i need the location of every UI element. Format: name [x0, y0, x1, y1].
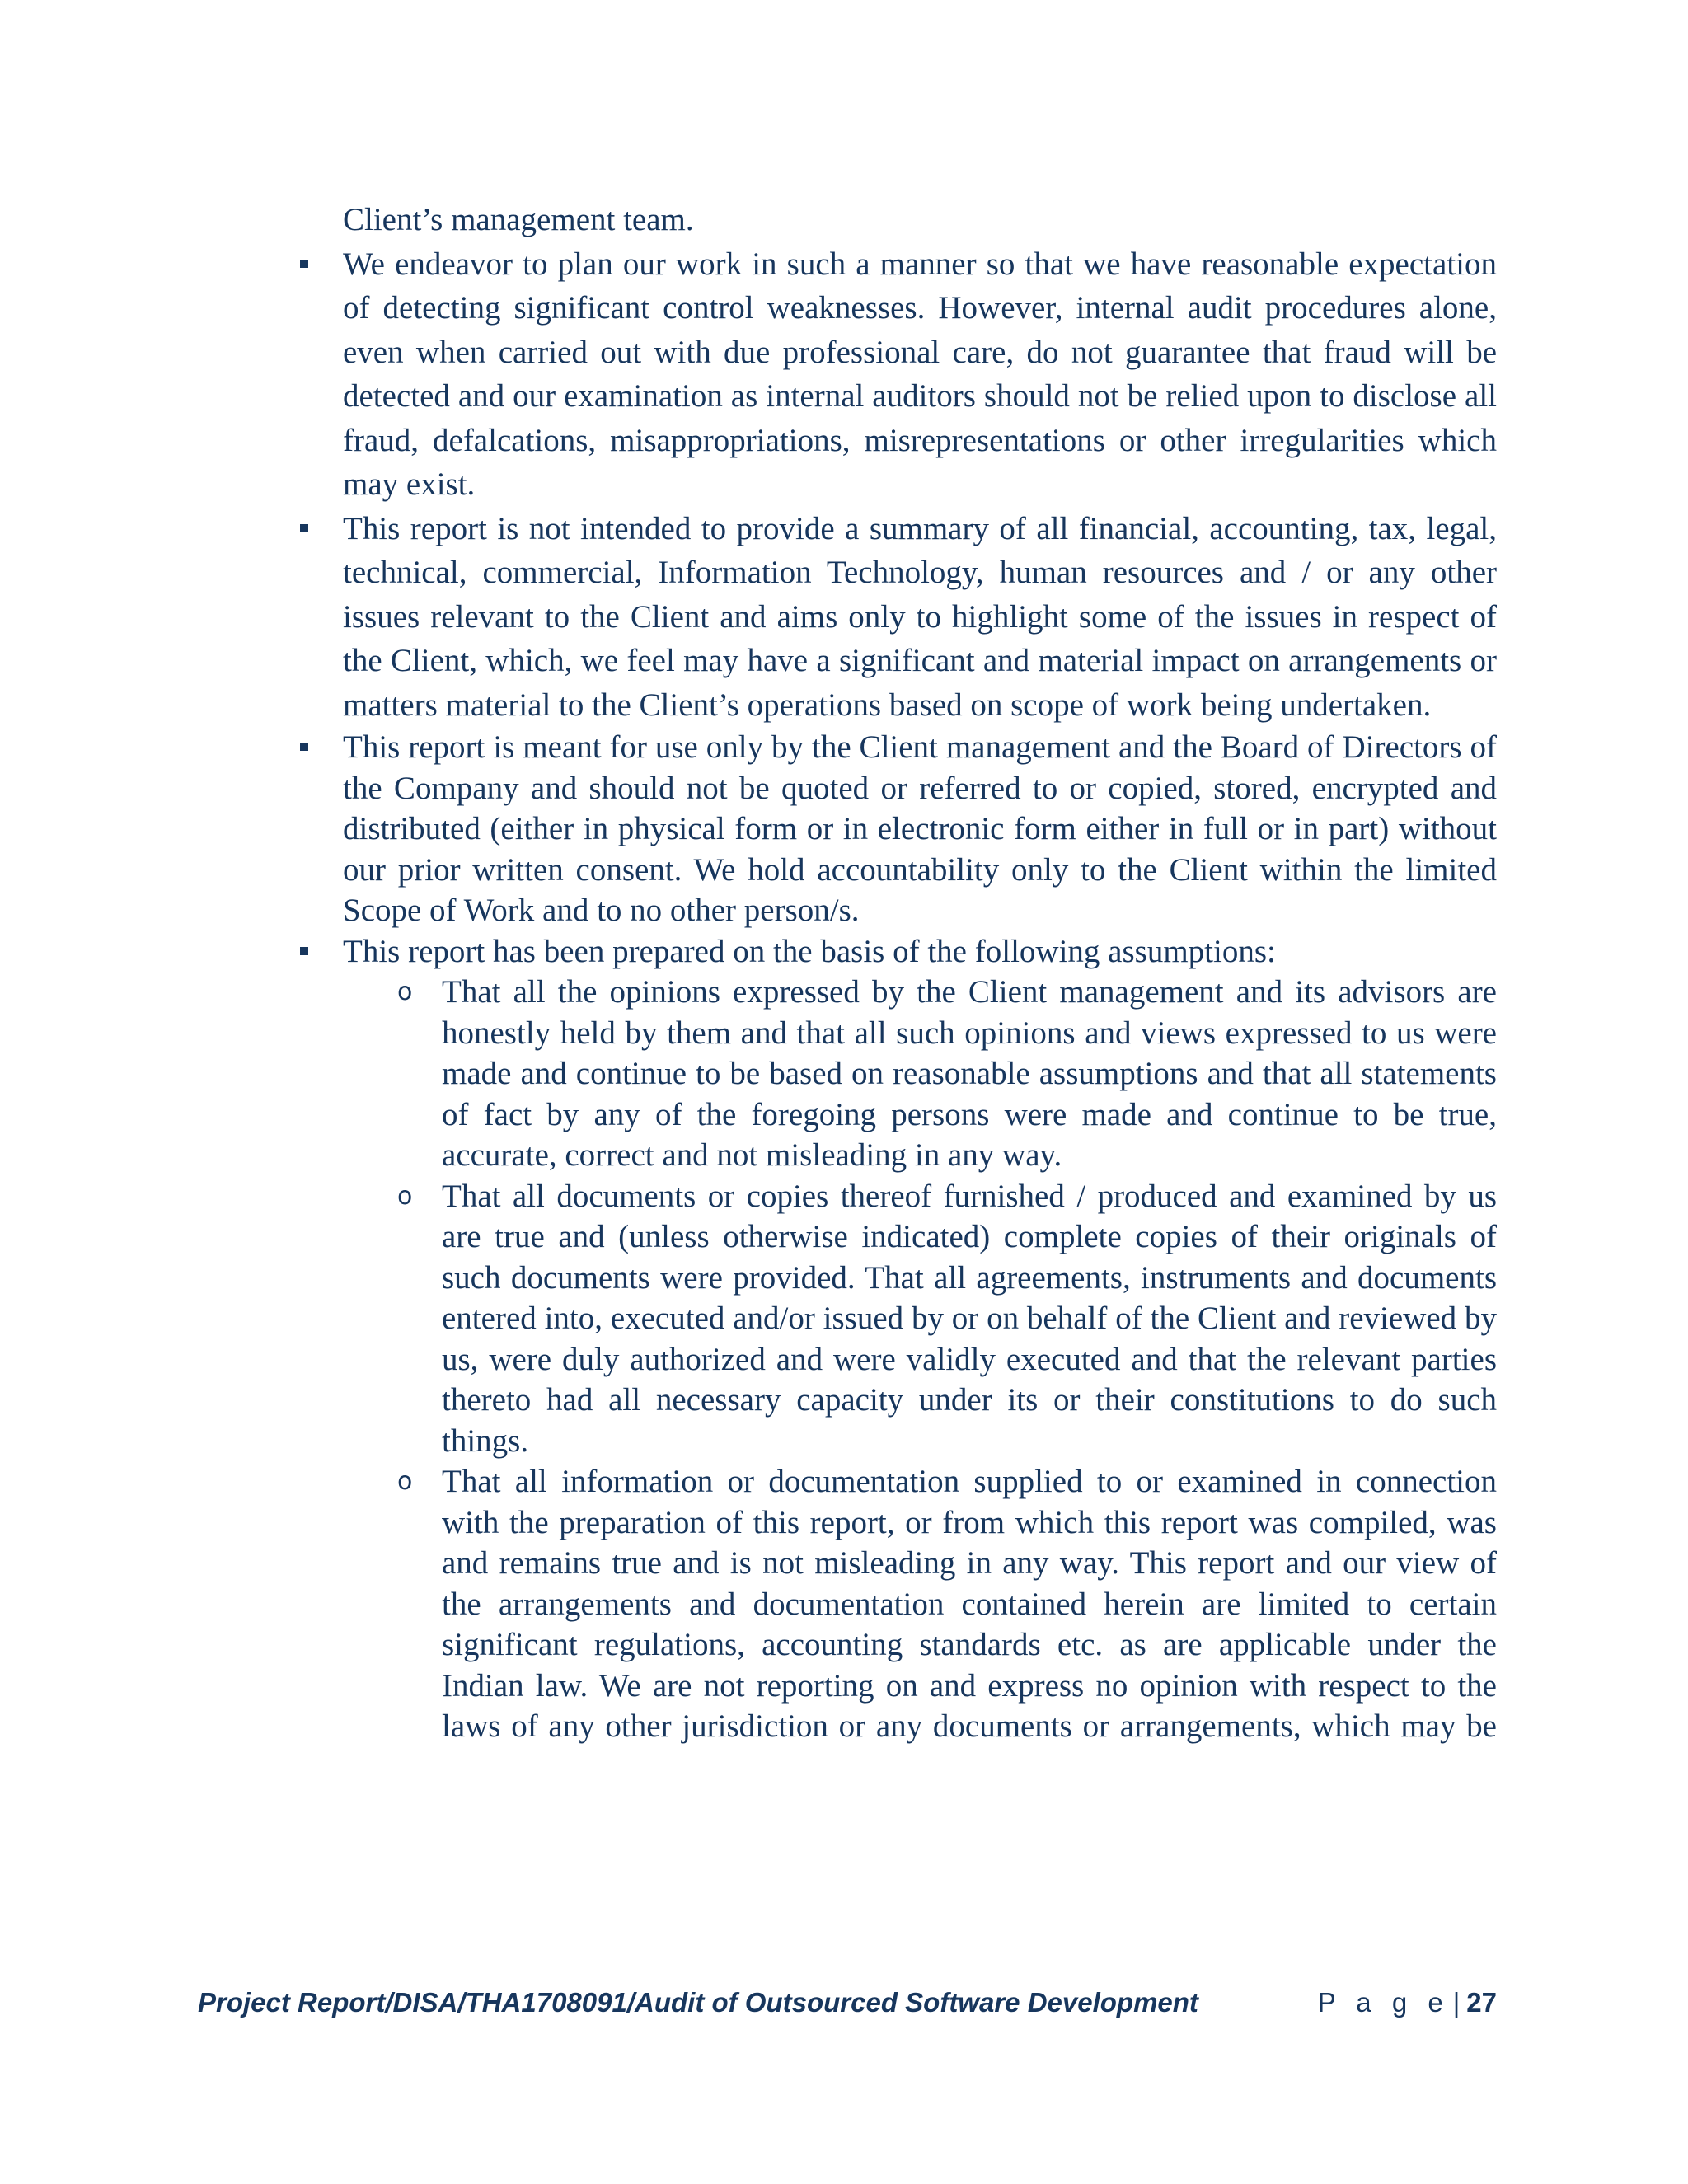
- bullet-text: This report has been prepared on the basis of the following assumptions:: [343, 933, 1276, 969]
- circle-bullet-icon: o: [397, 1467, 413, 1496]
- sub-item-1: [292, 972, 1497, 1176]
- sub-item-text: That all documents or copies thereof furnished / produced and examined by us are true and (unless otherwise indicated) complete copies of their originals of such documents were provided. That all agreements, instruments and documents entered into, executed and/or issued by or on behalf of the Client and reviewed by us, were duly authorized and were validly executed and that the relevant parties thereto had all necessary capacity under its or their constitutions to do such things.: [442, 1178, 1497, 1459]
- bullet-item-3: [292, 727, 1497, 931]
- square-bullet-icon: [300, 260, 308, 268]
- sub-item-3: [292, 1461, 1497, 1747]
- bullet-text: This report is not intended to provide a summary of all financial, accounting, tax, legal, technical, commercial, Information Technology, human resources and / or any other issues relevant to the Client and aims only to highlight some of the issues in respect of the Client, which, we feel may have a significant and material impact on arrangements or matters material to the Client’s operations based on scope of work being undertaken.: [343, 510, 1497, 723]
- circle-bullet-icon: o: [397, 977, 413, 1006]
- page-indicator: [1318, 1982, 1497, 2023]
- page-separator: |: [1452, 1987, 1461, 2018]
- bullet-item-1: [292, 242, 1497, 507]
- square-bullet-icon: [300, 743, 308, 751]
- square-bullet-icon: [300, 524, 308, 532]
- page-number: 27: [1466, 1987, 1497, 2018]
- page-label: P a g e: [1317, 1987, 1450, 2018]
- circle-bullet-icon: o: [397, 1181, 413, 1211]
- body-content: [292, 198, 1497, 1747]
- page-footer: [198, 1982, 1497, 2023]
- bullet-text: We endeavor to plan our work in such a manner so that we have reasonable expectation of detecting significant control weaknesses. However, internal audit procedures alone, even when carried out with due professional care, do not guarantee that fraud will be detected and our examination as internal auditors should not be relied upon to disclose all fraud, defalcations, misappropriations, misrepresentations or other irregularities which may exist.: [343, 246, 1497, 502]
- continuation-line: Client’s management team.: [343, 202, 694, 237]
- assumptions-sub-list: [292, 972, 1497, 1747]
- sub-item-text: That all the opinions expressed by the Client management and its advisors are honestly held by them and that all such opinions and views expressed to us were made and continue to be based on reasonable assumptions and that all statements of fact by any of the foregoing persons were made and continue to be true, accurate, correct and not misleading in any way.: [442, 974, 1497, 1173]
- bullet-item-4: [292, 931, 1497, 972]
- sub-item-2: [292, 1176, 1497, 1462]
- footer-title: Project Report/DISA/THA1708091/Audit of Outsourced Software Development: [198, 1987, 1198, 2018]
- bullet-item-2: [292, 507, 1497, 728]
- sub-item-text: That all information or documentation supplied to or examined in connection with the preparation of this report, or from which this report was compiled, was and remains true and is not misleading in any way. This report and our view of the arrangements and documentation contained herein are limited to certain significant regulations, accounting standards etc. as are applicable under the Indian law. We are not reporting on and express no opinion with respect to the laws of any other jurisdiction or any documents or arrangements, which may be: [442, 1464, 1497, 1744]
- square-bullet-icon: [300, 947, 308, 955]
- bullet-text: This report is meant for use only by the Client management and the Board of Directors of the Company and should not be quoted or referred to or copied, stored, encrypted and distributed (either in physical form or in electronic form either in full or in part) without our prior written consent. We hold accountability only to the Client within the limited Scope of Work and to no other person/s.: [343, 729, 1497, 928]
